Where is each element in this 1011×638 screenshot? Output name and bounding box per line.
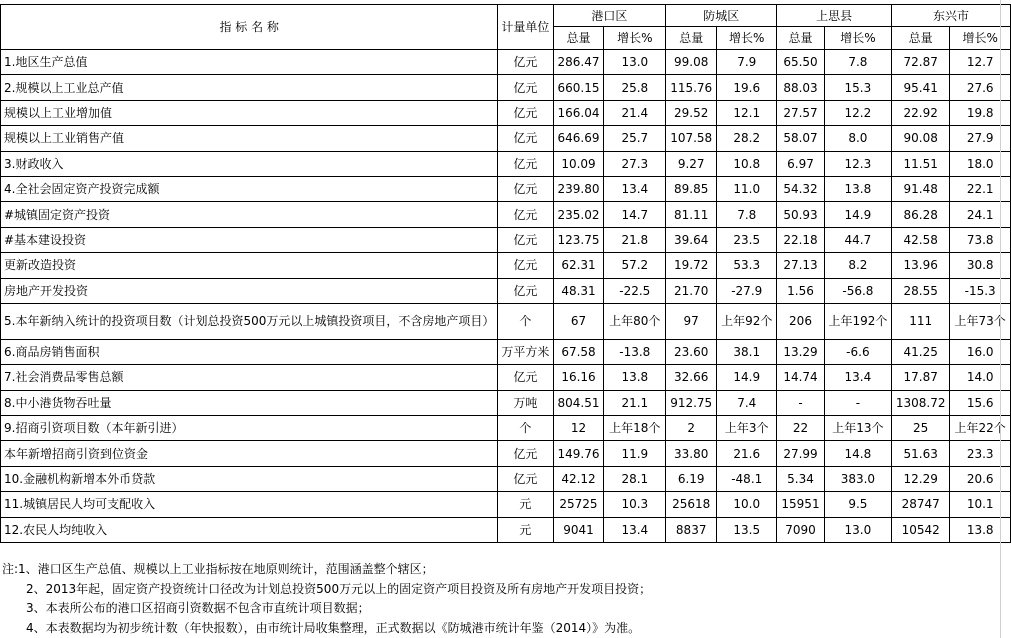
statistics-table bbox=[0, 4, 1011, 543]
total-cell[interactable]: 9041 bbox=[553, 517, 604, 542]
growth-cell[interactable]: 21.6 bbox=[717, 441, 777, 466]
unit-cell[interactable]: 亿元 bbox=[498, 50, 553, 75]
table-row bbox=[1, 100, 1011, 125]
total-cell[interactable]: 115.76 bbox=[666, 75, 717, 100]
growth-cell[interactable]: 13.0 bbox=[604, 50, 666, 75]
total-cell[interactable]: 25725 bbox=[553, 492, 604, 517]
unit-cell[interactable]: 亿元 bbox=[498, 176, 553, 201]
unit-cell[interactable]: 万平方米 bbox=[498, 339, 553, 364]
header-region[interactable]: 上思县 bbox=[777, 5, 892, 27]
indicator-cell[interactable]: 4.全社会固定资产投资完成额 bbox=[1, 176, 498, 201]
unit-cell[interactable]: 亿元 bbox=[498, 441, 553, 466]
growth-cell[interactable]: 上年13个 bbox=[824, 416, 891, 441]
growth-cell[interactable]: 上年3个 bbox=[717, 416, 777, 441]
total-cell[interactable]: 16.16 bbox=[553, 365, 604, 390]
unit-cell[interactable]: 元 bbox=[498, 492, 553, 517]
total-cell[interactable]: 107.58 bbox=[666, 126, 717, 151]
total-cell[interactable]: 99.08 bbox=[666, 50, 717, 75]
growth-cell[interactable]: 18.0 bbox=[950, 151, 1011, 176]
total-cell[interactable]: 804.51 bbox=[553, 390, 604, 415]
growth-cell[interactable]: 73.8 bbox=[950, 227, 1011, 252]
growth-cell[interactable]: 9.5 bbox=[824, 492, 891, 517]
growth-cell[interactable]: -6.6 bbox=[824, 339, 891, 364]
header-growth[interactable]: 增长% bbox=[824, 27, 891, 50]
total-cell[interactable]: 22 bbox=[777, 416, 825, 441]
total-cell[interactable]: 89.85 bbox=[666, 176, 717, 201]
total-cell[interactable]: 51.63 bbox=[892, 441, 950, 466]
growth-cell[interactable]: 27.9 bbox=[950, 126, 1011, 151]
indicator-cell[interactable]: 11.城镇居民人均可支配收入 bbox=[1, 492, 498, 517]
table-row bbox=[1, 466, 1011, 491]
total-cell[interactable]: 17.87 bbox=[892, 365, 950, 390]
footnote[interactable]: 注:1、港口区生产总值、规模以上工业指标按在地原则统计，范围涵盖整个辖区； bbox=[2, 562, 434, 576]
growth-cell[interactable]: 16.0 bbox=[950, 339, 1011, 364]
total-cell[interactable]: 8837 bbox=[666, 517, 717, 542]
unit-cell[interactable]: 亿元 bbox=[498, 227, 553, 252]
total-cell[interactable]: 10.09 bbox=[553, 151, 604, 176]
growth-cell[interactable]: -48.1 bbox=[717, 466, 777, 491]
total-cell[interactable]: 72.87 bbox=[892, 50, 950, 75]
total-cell[interactable]: 58.07 bbox=[777, 126, 825, 151]
growth-cell[interactable]: 21.1 bbox=[604, 390, 666, 415]
table-row bbox=[1, 75, 1011, 100]
table-row bbox=[1, 365, 1011, 390]
table-body bbox=[1, 50, 1011, 543]
growth-cell[interactable]: - bbox=[824, 390, 891, 415]
growth-cell[interactable]: 13.4 bbox=[604, 517, 666, 542]
total-cell[interactable]: 22.18 bbox=[777, 227, 825, 252]
total-cell[interactable]: 23.60 bbox=[666, 339, 717, 364]
header-total[interactable]: 总量 bbox=[892, 27, 950, 50]
footnote[interactable]: 4、本表数据均为初步统计数（年快报数），由市统计局收集整理，正式数据以《防城港市统计年鉴（2014）》为准。 bbox=[26, 620, 641, 635]
indicator-cell[interactable]: 更新改造投资 bbox=[1, 253, 498, 278]
total-cell[interactable]: 149.76 bbox=[553, 441, 604, 466]
growth-cell[interactable]: 上年92个 bbox=[717, 303, 777, 339]
growth-cell[interactable]: 57.2 bbox=[604, 253, 666, 278]
indicator-cell[interactable]: 12.农民人均纯收入 bbox=[1, 517, 498, 542]
unit-cell[interactable]: 亿元 bbox=[498, 100, 553, 125]
header-growth[interactable]: 增长% bbox=[717, 27, 777, 50]
growth-cell[interactable]: 14.0 bbox=[950, 365, 1011, 390]
total-cell[interactable]: 25 bbox=[892, 416, 950, 441]
indicator-cell[interactable]: 5.本年新纳入统计的投资项目数（计划总投资500万元以上城镇投资项目，不含房地产项目） bbox=[1, 303, 498, 339]
table-row bbox=[1, 50, 1011, 75]
growth-cell[interactable]: 12.3 bbox=[824, 151, 891, 176]
growth-cell[interactable]: 13.4 bbox=[604, 176, 666, 201]
total-cell[interactable]: 13.29 bbox=[777, 339, 825, 364]
header-region[interactable]: 防城区 bbox=[666, 5, 777, 27]
header-growth[interactable]: 增长% bbox=[604, 27, 666, 50]
growth-cell[interactable]: 23.5 bbox=[717, 227, 777, 252]
growth-cell[interactable]: 21.4 bbox=[604, 100, 666, 125]
total-cell[interactable]: 12.29 bbox=[892, 466, 950, 491]
growth-cell[interactable]: 27.6 bbox=[950, 75, 1011, 100]
total-cell[interactable]: 22.92 bbox=[892, 100, 950, 125]
total-cell[interactable]: 39.64 bbox=[666, 227, 717, 252]
table-row bbox=[1, 339, 1011, 364]
total-cell[interactable]: 660.15 bbox=[553, 75, 604, 100]
growth-cell[interactable]: 上年22个 bbox=[950, 416, 1011, 441]
header-total[interactable]: 总量 bbox=[777, 27, 825, 50]
table-row bbox=[1, 416, 1011, 441]
growth-cell[interactable]: 10.8 bbox=[717, 151, 777, 176]
growth-cell[interactable]: 11.0 bbox=[717, 176, 777, 201]
growth-cell[interactable]: 10.0 bbox=[717, 492, 777, 517]
indicator-cell[interactable]: 房地产开发投资 bbox=[1, 278, 498, 303]
growth-cell[interactable]: 22.1 bbox=[950, 176, 1011, 201]
unit-cell[interactable]: 亿元 bbox=[498, 278, 553, 303]
growth-cell[interactable]: 14.9 bbox=[824, 202, 891, 227]
unit-cell[interactable]: 亿元 bbox=[498, 365, 553, 390]
total-cell[interactable]: 42.12 bbox=[553, 466, 604, 491]
growth-cell[interactable]: 10.3 bbox=[604, 492, 666, 517]
indicator-cell[interactable]: 1.地区生产总值 bbox=[1, 50, 498, 75]
indicator-cell[interactable]: #城镇固定资产投资 bbox=[1, 202, 498, 227]
total-cell[interactable]: 10542 bbox=[892, 517, 950, 542]
growth-cell[interactable]: 7.8 bbox=[717, 202, 777, 227]
growth-cell[interactable]: 7.8 bbox=[824, 50, 891, 75]
growth-cell[interactable]: 7.9 bbox=[717, 50, 777, 75]
total-cell[interactable]: 28747 bbox=[892, 492, 950, 517]
growth-cell[interactable]: 15.6 bbox=[950, 390, 1011, 415]
total-cell[interactable]: 5.34 bbox=[777, 466, 825, 491]
growth-cell[interactable]: 38.1 bbox=[717, 339, 777, 364]
table-row bbox=[1, 492, 1011, 517]
indicator-cell[interactable]: 3.财政收入 bbox=[1, 151, 498, 176]
total-cell[interactable]: 88.03 bbox=[777, 75, 825, 100]
table-row bbox=[1, 253, 1011, 278]
growth-cell[interactable]: 21.8 bbox=[604, 227, 666, 252]
growth-cell[interactable]: 19.8 bbox=[950, 100, 1011, 125]
footnote[interactable]: 3、本表所公布的港口区招商引资数据不包含市直统计项目数据； bbox=[26, 601, 370, 615]
indicator-cell[interactable]: 本年新增招商引资到位资金 bbox=[1, 441, 498, 466]
unit-cell[interactable]: 亿元 bbox=[498, 253, 553, 278]
indicator-cell[interactable]: 9.招商引资项目数（本年新引进） bbox=[1, 416, 498, 441]
total-cell[interactable]: 2 bbox=[666, 416, 717, 441]
growth-cell[interactable]: 30.8 bbox=[950, 253, 1011, 278]
total-cell[interactable]: 6.97 bbox=[777, 151, 825, 176]
growth-cell[interactable]: 12.7 bbox=[950, 50, 1011, 75]
growth-cell[interactable]: 上年18个 bbox=[604, 416, 666, 441]
growth-cell[interactable]: 13.8 bbox=[824, 176, 891, 201]
header-total[interactable]: 总量 bbox=[666, 27, 717, 50]
total-cell[interactable]: 239.80 bbox=[553, 176, 604, 201]
table-row bbox=[1, 303, 1011, 339]
growth-cell[interactable]: 13.8 bbox=[950, 517, 1011, 542]
indicator-cell[interactable]: #基本建设投资 bbox=[1, 227, 498, 252]
table-row bbox=[1, 517, 1011, 542]
header-growth[interactable]: 增长% bbox=[950, 27, 1011, 50]
unit-cell[interactable]: 亿元 bbox=[498, 126, 553, 151]
total-cell[interactable]: 1.56 bbox=[777, 278, 825, 303]
growth-cell[interactable]: -15.3 bbox=[950, 278, 1011, 303]
growth-cell[interactable]: 25.7 bbox=[604, 126, 666, 151]
total-cell[interactable]: 21.70 bbox=[666, 278, 717, 303]
indicator-cell[interactable]: 6.商品房销售面积 bbox=[1, 339, 498, 364]
total-cell[interactable]: 123.75 bbox=[553, 227, 604, 252]
total-cell[interactable]: 111 bbox=[892, 303, 950, 339]
total-cell[interactable]: 166.04 bbox=[553, 100, 604, 125]
total-cell[interactable]: 32.66 bbox=[666, 365, 717, 390]
growth-cell[interactable]: 27.3 bbox=[604, 151, 666, 176]
table-row bbox=[1, 390, 1011, 415]
total-cell[interactable]: 81.11 bbox=[666, 202, 717, 227]
total-cell[interactable]: 50.93 bbox=[777, 202, 825, 227]
growth-cell[interactable]: 28.1 bbox=[604, 466, 666, 491]
total-cell[interactable]: 9.27 bbox=[666, 151, 717, 176]
growth-cell[interactable]: 53.3 bbox=[717, 253, 777, 278]
total-cell[interactable]: 42.58 bbox=[892, 227, 950, 252]
growth-cell[interactable]: 14.7 bbox=[604, 202, 666, 227]
growth-cell[interactable]: 28.2 bbox=[717, 126, 777, 151]
total-cell[interactable]: 15951 bbox=[777, 492, 825, 517]
growth-cell[interactable]: 14.8 bbox=[824, 441, 891, 466]
total-cell[interactable]: 12 bbox=[553, 416, 604, 441]
growth-cell[interactable]: 11.9 bbox=[604, 441, 666, 466]
total-cell[interactable]: 65.50 bbox=[777, 50, 825, 75]
growth-cell[interactable]: 12.1 bbox=[717, 100, 777, 125]
growth-cell[interactable]: 24.1 bbox=[950, 202, 1011, 227]
total-cell[interactable]: 206 bbox=[777, 303, 825, 339]
growth-cell[interactable]: 上年73个 bbox=[950, 303, 1011, 339]
growth-cell[interactable]: 14.9 bbox=[717, 365, 777, 390]
total-cell[interactable]: 13.96 bbox=[892, 253, 950, 278]
unit-cell[interactable]: 个 bbox=[498, 303, 553, 339]
total-cell[interactable]: 235.02 bbox=[553, 202, 604, 227]
growth-cell[interactable]: 8.0 bbox=[824, 126, 891, 151]
growth-cell[interactable]: 13.5 bbox=[717, 517, 777, 542]
growth-cell[interactable]: 13.0 bbox=[824, 517, 891, 542]
total-cell[interactable]: 95.41 bbox=[892, 75, 950, 100]
unit-cell[interactable]: 元 bbox=[498, 517, 553, 542]
growth-cell[interactable]: 10.1 bbox=[950, 492, 1011, 517]
total-cell[interactable]: 67.58 bbox=[553, 339, 604, 364]
indicator-cell[interactable]: 10.金融机构新增本外币贷款 bbox=[1, 466, 498, 491]
total-cell[interactable]: 29.52 bbox=[666, 100, 717, 125]
growth-cell[interactable]: 8.2 bbox=[824, 253, 891, 278]
total-cell[interactable]: 90.08 bbox=[892, 126, 950, 151]
growth-cell[interactable]: 上年192个 bbox=[824, 303, 891, 339]
unit-cell[interactable]: 亿元 bbox=[498, 202, 553, 227]
total-cell[interactable]: 14.74 bbox=[777, 365, 825, 390]
total-cell[interactable]: 7090 bbox=[777, 517, 825, 542]
total-cell[interactable]: 6.19 bbox=[666, 466, 717, 491]
total-cell[interactable]: 86.28 bbox=[892, 202, 950, 227]
empty-column[interactable] bbox=[1000, 0, 1011, 638]
growth-cell[interactable]: 23.3 bbox=[950, 441, 1011, 466]
growth-cell[interactable]: 上年80个 bbox=[604, 303, 666, 339]
indicator-cell[interactable]: 规模以上工业销售产值 bbox=[1, 126, 498, 151]
unit-cell[interactable]: 亿元 bbox=[498, 75, 553, 100]
total-cell[interactable]: 1308.72 bbox=[892, 390, 950, 415]
table-row bbox=[1, 176, 1011, 201]
total-cell[interactable]: 27.99 bbox=[777, 441, 825, 466]
footnote[interactable]: 2、2013年起，固定资产投资统计口径改为计划总投资500万元以上的固定资产项目投资及所有房地产开发项目投资； bbox=[26, 581, 652, 596]
total-cell[interactable]: 19.72 bbox=[666, 253, 717, 278]
growth-cell[interactable]: 44.7 bbox=[824, 227, 891, 252]
growth-cell[interactable]: 7.4 bbox=[717, 390, 777, 415]
growth-cell[interactable]: 20.6 bbox=[950, 466, 1011, 491]
header-total[interactable]: 总量 bbox=[553, 27, 604, 50]
total-cell[interactable]: 27.13 bbox=[777, 253, 825, 278]
growth-cell[interactable]: -13.8 bbox=[604, 339, 666, 364]
header-region[interactable]: 港口区 bbox=[553, 5, 666, 27]
total-cell[interactable]: 912.75 bbox=[666, 390, 717, 415]
total-cell[interactable]: 62.31 bbox=[553, 253, 604, 278]
unit-cell[interactable]: 亿元 bbox=[498, 466, 553, 491]
indicator-cell[interactable]: 2.规模以上工业总产值 bbox=[1, 75, 498, 100]
total-cell[interactable]: 33.80 bbox=[666, 441, 717, 466]
unit-cell[interactable]: 个 bbox=[498, 416, 553, 441]
total-cell[interactable]: - bbox=[777, 390, 825, 415]
growth-cell[interactable]: 12.2 bbox=[824, 100, 891, 125]
unit-cell[interactable]: 万吨 bbox=[498, 390, 553, 415]
growth-cell[interactable]: 25.8 bbox=[604, 75, 666, 100]
total-cell[interactable]: 54.32 bbox=[777, 176, 825, 201]
total-cell[interactable]: 27.57 bbox=[777, 100, 825, 125]
table-row bbox=[1, 441, 1011, 466]
indicator-cell[interactable]: 8.中小港货物吞吐量 bbox=[1, 390, 498, 415]
growth-cell[interactable]: -27.9 bbox=[717, 278, 777, 303]
total-cell[interactable]: 28.55 bbox=[892, 278, 950, 303]
total-cell[interactable]: 41.25 bbox=[892, 339, 950, 364]
growth-cell[interactable]: 19.6 bbox=[717, 75, 777, 100]
unit-cell[interactable]: 亿元 bbox=[498, 151, 553, 176]
table-row bbox=[1, 202, 1011, 227]
table-row bbox=[1, 227, 1011, 252]
growth-cell[interactable]: 13.4 bbox=[824, 365, 891, 390]
growth-cell[interactable]: 383.0 bbox=[824, 466, 891, 491]
total-cell[interactable]: 97 bbox=[666, 303, 717, 339]
growth-cell[interactable]: -56.8 bbox=[824, 278, 891, 303]
header-unit[interactable]: 计量单位 bbox=[498, 5, 553, 50]
total-cell[interactable]: 286.47 bbox=[553, 50, 604, 75]
table-row bbox=[1, 278, 1011, 303]
growth-cell[interactable]: 13.8 bbox=[604, 365, 666, 390]
indicator-cell[interactable]: 规模以上工业增加值 bbox=[1, 100, 498, 125]
growth-cell[interactable]: -22.5 bbox=[604, 278, 666, 303]
footnotes bbox=[0, 560, 1011, 638]
total-cell[interactable]: 67 bbox=[553, 303, 604, 339]
header-region[interactable]: 东兴市 bbox=[892, 5, 1011, 27]
header-indicator[interactable]: 指 标 名 称 bbox=[1, 5, 498, 50]
total-cell[interactable]: 91.48 bbox=[892, 176, 950, 201]
table-row bbox=[1, 151, 1011, 176]
total-cell[interactable]: 646.69 bbox=[553, 126, 604, 151]
table-row bbox=[1, 126, 1011, 151]
growth-cell[interactable]: 15.3 bbox=[824, 75, 891, 100]
indicator-cell[interactable]: 7.社会消费品零售总额 bbox=[1, 365, 498, 390]
total-cell[interactable]: 11.51 bbox=[892, 151, 950, 176]
total-cell[interactable]: 48.31 bbox=[553, 278, 604, 303]
total-cell[interactable]: 25618 bbox=[666, 492, 717, 517]
